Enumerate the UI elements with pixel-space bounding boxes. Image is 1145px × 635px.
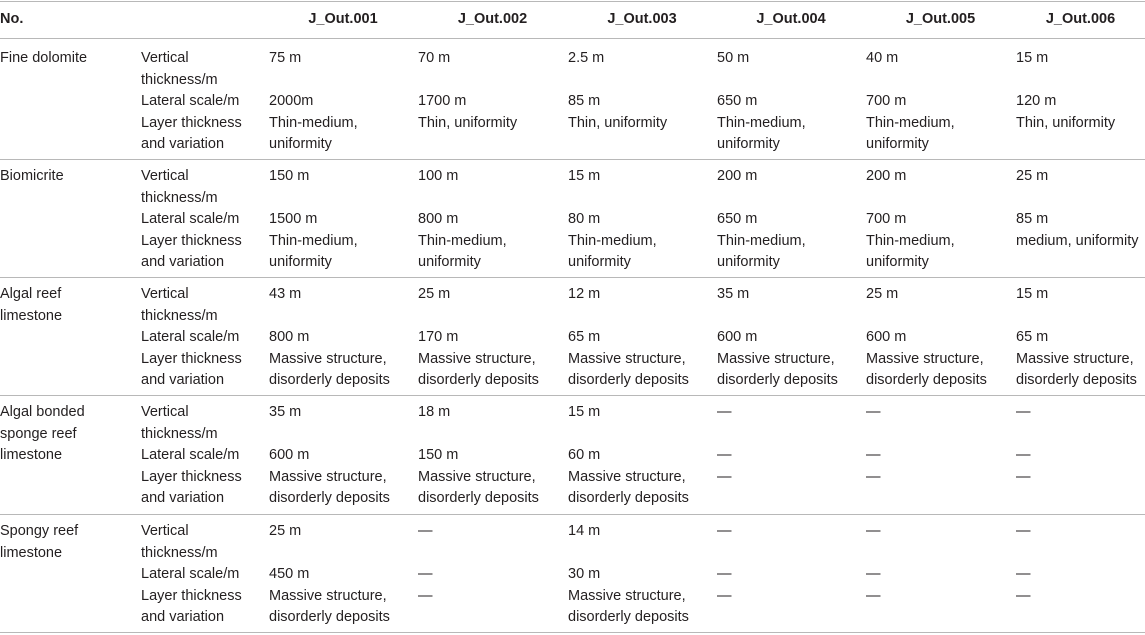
- cell-vertical-thickness: —: [1016, 404, 1031, 420]
- cell-layer-thickness: Massive structure,: [568, 350, 686, 367]
- cell-layer-thickness: Thin-medium,: [717, 232, 806, 249]
- cell-vertical-thickness: —: [866, 404, 881, 420]
- rock-type-name: Spongy reef: [0, 523, 79, 539]
- param-label-lateral: Lateral scale/m: [141, 447, 240, 463]
- param-label-vertical: Vertical: [141, 404, 189, 420]
- param-label-layer: Layer thickness: [141, 587, 242, 604]
- top-rule: [0, 1, 1145, 2]
- cell-vertical-thickness: —: [717, 523, 732, 539]
- cell-lateral-scale: 60 m: [568, 447, 601, 463]
- header-no: No.: [0, 11, 24, 27]
- cell-layer-thickness: —: [717, 587, 732, 604]
- cell-vertical-thickness: 15 m: [568, 168, 601, 184]
- cell-lateral-scale: 170 m: [418, 329, 459, 345]
- column-header: J_Out.003: [607, 11, 677, 27]
- cell-vertical-thickness: 150 m: [269, 168, 310, 184]
- row-divider: [0, 514, 1145, 515]
- cell-layer-thickness: —: [866, 468, 881, 485]
- cell-layer-thickness: Thin, uniformity: [1016, 114, 1116, 131]
- column-header: J_Out.001: [308, 11, 378, 27]
- column-header: J_Out.002: [457, 11, 528, 27]
- cell-layer-thickness: Massive structure,: [717, 350, 835, 367]
- param-label-layer: and variation: [141, 609, 225, 625]
- cell-vertical-thickness: 25 m: [866, 286, 899, 302]
- cell-vertical-thickness: —: [418, 523, 433, 539]
- cell-layer-thickness: disorderly deposits: [568, 609, 689, 625]
- param-label-layer: and variation: [141, 136, 225, 152]
- rock-type-name: sponge reef: [0, 425, 77, 442]
- cell-layer-thickness: disorderly deposits: [1016, 372, 1137, 388]
- cell-vertical-thickness: —: [1016, 523, 1031, 539]
- cell-vertical-thickness: 100 m: [418, 168, 459, 184]
- cell-lateral-scale: 80 m: [568, 211, 601, 227]
- cell-lateral-scale: 65 m: [1016, 329, 1049, 345]
- cell-layer-thickness: Massive structure,: [1016, 350, 1134, 367]
- param-label-vertical: Vertical: [141, 168, 189, 184]
- cell-lateral-scale: 600 m: [269, 447, 310, 463]
- cell-layer-thickness: uniformity: [269, 254, 332, 270]
- cell-vertical-thickness: 2.5 m: [568, 50, 605, 66]
- cell-layer-thickness: uniformity: [568, 254, 631, 270]
- cell-layer-thickness: Thin, uniformity: [418, 114, 518, 131]
- param-label-vertical: thickness/m: [141, 71, 218, 88]
- cell-layer-thickness: Massive structure,: [269, 587, 387, 604]
- cell-vertical-thickness: 35 m: [269, 404, 302, 420]
- column-header: J_Out.005: [905, 11, 976, 27]
- cell-layer-thickness: Thin-medium,: [269, 114, 358, 131]
- cell-vertical-thickness: 18 m: [418, 404, 451, 420]
- cell-lateral-scale: 65 m: [568, 329, 601, 345]
- cell-vertical-thickness: 35 m: [717, 286, 750, 302]
- cell-layer-thickness: disorderly deposits: [568, 490, 689, 506]
- cell-lateral-scale: 120 m: [1016, 93, 1057, 109]
- cell-lateral-scale: 650 m: [717, 93, 758, 109]
- row-divider: [0, 395, 1145, 396]
- rock-type-name: Algal bonded: [0, 404, 85, 420]
- param-label-lateral: Lateral scale/m: [141, 93, 240, 109]
- cell-layer-thickness: Massive structure,: [269, 350, 387, 367]
- cell-layer-thickness: disorderly deposits: [269, 609, 390, 625]
- rock-type-name: Algal reef: [0, 286, 62, 302]
- cell-layer-thickness: Massive structure,: [269, 468, 387, 485]
- param-label-layer: Layer thickness: [141, 232, 242, 249]
- cell-lateral-scale: 800 m: [418, 211, 459, 227]
- cell-lateral-scale: 150 m: [418, 447, 459, 463]
- cell-lateral-scale: —: [1016, 566, 1031, 582]
- param-label-layer: and variation: [141, 254, 225, 270]
- cell-lateral-scale: 1700 m: [418, 93, 467, 109]
- cell-vertical-thickness: 25 m: [418, 286, 451, 302]
- cell-vertical-thickness: 50 m: [717, 50, 750, 66]
- param-label-lateral: Lateral scale/m: [141, 566, 240, 582]
- cell-layer-thickness: disorderly deposits: [269, 372, 390, 388]
- cell-vertical-thickness: 40 m: [866, 50, 899, 66]
- param-label-layer: Layer thickness: [141, 468, 242, 485]
- rock-type-name: Fine dolomite: [0, 50, 88, 66]
- cell-layer-thickness: Thin-medium,: [866, 232, 955, 249]
- param-label-layer: and variation: [141, 372, 225, 388]
- param-label-layer: Layer thickness: [141, 350, 242, 367]
- cell-layer-thickness: Massive structure,: [568, 587, 686, 604]
- cell-vertical-thickness: 25 m: [1016, 168, 1049, 184]
- cell-vertical-thickness: 25 m: [269, 523, 302, 539]
- cell-vertical-thickness: 43 m: [269, 286, 302, 302]
- cell-layer-thickness: uniformity: [717, 136, 780, 152]
- rock-type-name: limestone: [0, 447, 63, 463]
- cell-layer-thickness: uniformity: [866, 254, 929, 270]
- cell-layer-thickness: uniformity: [269, 136, 332, 152]
- cell-lateral-scale: —: [1016, 447, 1031, 463]
- cell-layer-thickness: Thin-medium,: [866, 114, 955, 131]
- cell-layer-thickness: disorderly deposits: [269, 490, 390, 506]
- cell-lateral-scale: 2000m: [269, 93, 314, 109]
- cell-lateral-scale: 800 m: [269, 329, 310, 345]
- cell-lateral-scale: 30 m: [568, 566, 601, 582]
- cell-layer-thickness: disorderly deposits: [717, 372, 838, 388]
- param-label-vertical: thickness/m: [141, 425, 218, 442]
- cell-lateral-scale: 600 m: [866, 329, 907, 345]
- rock-type-name: limestone: [0, 307, 63, 324]
- cell-layer-thickness: disorderly deposits: [866, 372, 987, 388]
- param-label-vertical: thickness/m: [141, 307, 218, 324]
- cell-lateral-scale: 85 m: [568, 93, 601, 109]
- cell-layer-thickness: Thin-medium,: [418, 232, 507, 249]
- cell-vertical-thickness: 14 m: [568, 523, 601, 539]
- cell-layer-thickness: uniformity: [418, 254, 481, 270]
- cell-layer-thickness: Massive structure,: [866, 350, 984, 367]
- rock-type-name: limestone: [0, 544, 63, 561]
- cell-layer-thickness: disorderly deposits: [418, 372, 539, 388]
- cell-lateral-scale: —: [866, 566, 881, 582]
- param-label-vertical: thickness/m: [141, 544, 218, 561]
- cell-lateral-scale: —: [717, 566, 732, 582]
- cell-vertical-thickness: —: [866, 523, 881, 539]
- column-header: J_Out.004: [756, 11, 826, 27]
- param-label-vertical: Vertical: [141, 50, 189, 66]
- row-divider: [0, 277, 1145, 278]
- cell-layer-thickness: —: [1016, 468, 1031, 485]
- cell-vertical-thickness: —: [717, 404, 732, 420]
- param-label-layer: Layer thickness: [141, 114, 242, 131]
- cell-layer-thickness: disorderly deposits: [568, 372, 689, 388]
- header-rule: [0, 38, 1145, 39]
- cell-layer-thickness: medium, uniformity: [1016, 232, 1139, 249]
- cell-vertical-thickness: 15 m: [1016, 286, 1049, 302]
- param-label-vertical: Vertical: [141, 286, 189, 302]
- cell-layer-thickness: Massive structure,: [418, 350, 536, 367]
- param-label-layer: and variation: [141, 490, 225, 506]
- cell-layer-thickness: uniformity: [717, 254, 780, 270]
- cell-layer-thickness: disorderly deposits: [418, 490, 539, 506]
- cell-lateral-scale: 650 m: [717, 211, 758, 227]
- rock-type-name: Biomicrite: [0, 168, 64, 184]
- cell-vertical-thickness: 15 m: [1016, 50, 1049, 66]
- cell-layer-thickness: Thin-medium,: [717, 114, 806, 131]
- cell-layer-thickness: —: [1016, 587, 1031, 604]
- cell-lateral-scale: —: [717, 447, 732, 463]
- cell-vertical-thickness: 75 m: [269, 50, 302, 66]
- cell-vertical-thickness: 200 m: [866, 168, 907, 184]
- cell-layer-thickness: Massive structure,: [418, 468, 536, 485]
- cell-lateral-scale: 700 m: [866, 93, 907, 109]
- column-header: J_Out.006: [1045, 11, 1116, 27]
- cell-layer-thickness: Massive structure,: [568, 468, 686, 485]
- param-label-lateral: Lateral scale/m: [141, 329, 240, 345]
- row-divider: [0, 159, 1145, 160]
- cell-lateral-scale: —: [866, 447, 881, 463]
- cell-vertical-thickness: 70 m: [418, 50, 451, 66]
- cell-lateral-scale: 700 m: [866, 211, 907, 227]
- cell-lateral-scale: 600 m: [717, 329, 758, 345]
- cell-lateral-scale: —: [418, 566, 433, 582]
- cell-layer-thickness: Thin-medium,: [568, 232, 657, 249]
- cell-layer-thickness: Thin, uniformity: [568, 114, 668, 131]
- param-label-vertical: Vertical: [141, 523, 189, 539]
- cell-layer-thickness: —: [866, 587, 881, 604]
- cell-vertical-thickness: 15 m: [568, 404, 601, 420]
- param-label-vertical: thickness/m: [141, 189, 218, 206]
- cell-vertical-thickness: 200 m: [717, 168, 758, 184]
- cell-vertical-thickness: 12 m: [568, 286, 601, 302]
- cell-layer-thickness: uniformity: [866, 136, 929, 152]
- cell-layer-thickness: —: [717, 468, 732, 485]
- cell-layer-thickness: —: [418, 587, 433, 604]
- cell-lateral-scale: 1500 m: [269, 211, 318, 227]
- cell-lateral-scale: 450 m: [269, 566, 310, 582]
- cell-lateral-scale: 85 m: [1016, 211, 1049, 227]
- cell-layer-thickness: Thin-medium,: [269, 232, 358, 249]
- bottom-rule: [0, 632, 1145, 633]
- param-label-lateral: Lateral scale/m: [141, 211, 240, 227]
